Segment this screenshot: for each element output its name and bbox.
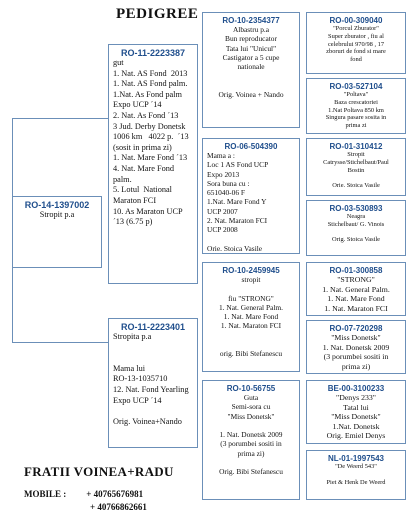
pedigree-line: Albastru p.a — [232, 25, 270, 34]
sire-lines — [113, 58, 193, 228]
pedigree-line: Expo UCP ´14 — [113, 395, 162, 405]
pedigree-line: 3 Jud. Derby Donetsk — [113, 121, 186, 131]
gen3-6-lines — [311, 393, 401, 441]
pedigree-line: 1.Nat. Donetsk — [332, 421, 380, 431]
pedigree-line: Mama lui — [113, 363, 146, 373]
gen2-0-id: RO-10-2354377 — [222, 16, 280, 25]
phone-1[interactable]: + 40765676981 — [86, 489, 144, 499]
subject-lines — [17, 210, 97, 221]
pedigree-line: 5. Lotul National — [113, 185, 172, 195]
pedigree-line: Orie. Stoica Vasile — [332, 182, 380, 190]
granddam-paternal-box[interactable] — [202, 138, 300, 254]
pedigree-line: Castigator a 5 cupe — [222, 52, 280, 62]
pedigree-line: Orig. Emiel Denys — [326, 431, 386, 440]
dam-lines — [113, 332, 193, 427]
pedigree-line — [207, 284, 295, 293]
page-title: PEDIGREE — [116, 6, 199, 22]
pedigree-line — [207, 340, 295, 349]
gen3-box-2[interactable] — [306, 138, 406, 196]
phone-2[interactable]: + 40766862661 — [90, 502, 147, 512]
pedigree-line: Expo UCP ´14 — [113, 100, 162, 110]
pedigree-line: 2. Nat. Maraton FCI — [207, 215, 268, 225]
pedigree-line — [113, 406, 193, 417]
gen2-2-id: RO-10-2459945 — [222, 266, 280, 275]
pedigree-line: Tata lui "Unicul" — [225, 43, 277, 53]
pedigree-line: 1.Nat. Mare Fond Y — [207, 197, 267, 207]
pedigree-line: Piet & Henk De Weerd — [326, 478, 386, 486]
pedigree-line: 1. Nat. Donetsk 2009 — [322, 342, 390, 352]
pedigree-line: 1. Nat. General Palm. — [322, 284, 390, 294]
pedigree-line: Semi-sora cu — [231, 402, 271, 412]
pedigree-line: prima zi) — [237, 448, 265, 458]
owner-name: FRATII VOINEA+RADU — [24, 464, 174, 479]
pedigree-line: zboruri de fond si mare — [326, 48, 386, 56]
pedigree-line: Stropit — [347, 151, 365, 158]
contact-block — [24, 489, 147, 515]
pedigree-line — [113, 343, 193, 354]
gen3-3-lines — [311, 213, 401, 244]
pedigree-line: RO-13-1035710 — [113, 374, 168, 384]
pedigree-line: prima zi) — [341, 361, 371, 371]
gen3-4-lines — [311, 275, 401, 313]
gen3-2-lines — [311, 151, 401, 190]
gen3-2-id: RO-01-310412 — [329, 142, 383, 151]
pedigree-line — [207, 234, 295, 243]
pedigree-line — [207, 458, 295, 467]
pedigree-line: 1.Nat Poltava 850 km — [328, 106, 384, 114]
pedigree-line: "Porcul Zburator" — [333, 25, 379, 32]
pedigree-line: 1. Nat. Mare Fond ´13 — [113, 153, 188, 163]
pedigree-line: Orig. Bibi Stefanescu — [219, 467, 283, 476]
gen3-box-6[interactable] — [306, 380, 406, 444]
gen3-7-id: NL-01-1997543 — [327, 454, 385, 463]
pedigree-line: "Miss Donetsk" — [331, 333, 381, 342]
pedigree-line: 1. Nat. Mare Fond — [223, 312, 279, 321]
pedigree-line: stropit — [241, 275, 261, 284]
pedigree-line: Tatal lui — [343, 402, 369, 412]
pedigree-line: Stropita p.a — [113, 332, 152, 341]
pedigree-line: Orig. Stoica Vasile — [332, 236, 380, 244]
pedigree-line — [207, 71, 295, 80]
gen3-3-id: RO-03-530893 — [329, 204, 383, 213]
pedigree-line: Singura pasare sosita in — [325, 114, 387, 122]
granddam-maternal-box[interactable] — [202, 380, 300, 500]
sire-id: RO-11-2223387 — [120, 48, 186, 58]
gen3-5-lines — [311, 333, 401, 371]
pedigree-line: 1. Nat. Maraton FCI — [324, 303, 388, 313]
gen2-1-lines — [207, 151, 295, 253]
pedigree-line — [311, 174, 401, 182]
pedigree-line: Catrysse/Stichelbaut/Paul — [323, 158, 389, 166]
pedigree-line: Bostin — [347, 166, 365, 174]
pedigree-line: 1. Nat. Donetsk 2009 — [219, 430, 283, 439]
pedigree-line — [207, 421, 295, 430]
pedigree-line: 4. Nat. Mare Fond — [113, 164, 175, 174]
gen3-6-id: BE-00-3100233 — [327, 384, 385, 393]
pedigree-line: fond — [350, 56, 362, 64]
pedigree-line: 12. Nat. Fond Yearling — [113, 385, 189, 395]
pedigree-line: Neagra — [346, 213, 366, 220]
pedigree-line: 10. As Maraton UCP — [113, 206, 183, 216]
pedigree-line: 2. Nat. As Fond ´13 — [113, 111, 179, 121]
pedigree-line: Guta — [243, 393, 259, 402]
pedigree-line: Stichelbaut/ G. Vinois — [327, 220, 385, 228]
pedigree-line: gut — [113, 58, 124, 67]
pedigree-line: Loc 1 AS Fond UCP — [207, 160, 269, 170]
gen3-4-id: RO-01-300858 — [329, 266, 383, 275]
grandsire-paternal-box[interactable] — [202, 12, 300, 128]
pedigree-line: 1. Nat. Maraton FCI — [220, 321, 282, 331]
pedigree-line: 1006 km 4022 p. ´13 — [113, 132, 189, 142]
pedigree-line: prima zi — [345, 122, 367, 130]
pedigree-line: Stropit p.a — [39, 210, 75, 219]
pedigree-line: 1. Nat. AS Fond palm. — [113, 79, 188, 89]
pedigree-line — [311, 229, 401, 237]
pedigree-line: orig. Bibi Stefanescu — [219, 349, 283, 358]
gen3-0-lines — [311, 25, 401, 64]
pedigree-line — [207, 331, 295, 340]
gen2-3-id: RO-10-56755 — [226, 384, 276, 393]
pedigree-line: nationale — [237, 62, 265, 71]
pedigree-line: Mama a : — [207, 151, 235, 160]
pedigree-line: (sosit in prima zi) — [113, 142, 172, 152]
pedigree-line: celebrului 970/98 , 17 — [327, 40, 385, 48]
pedigree-line: palm. — [113, 174, 132, 184]
pedigree-line: "Denys 233" — [336, 393, 376, 402]
gen3-box-1[interactable] — [306, 78, 406, 134]
pedigree-line: Orie. Stoica Vasile — [207, 243, 263, 253]
pedigree-line: 1. Nat. AS Fond 2013 — [113, 68, 188, 78]
pedigree-line: Orig. Voinea+Nando — [113, 416, 182, 426]
gen3-box-4[interactable] — [306, 262, 406, 316]
pedigree-line: Expo 2013 — [207, 169, 240, 179]
gen3-1-lines — [311, 91, 401, 130]
pedigree-line — [113, 353, 193, 364]
pedigree-line: UCP 2008 — [207, 225, 238, 234]
pedigree-line: Super zburator , fiu al — [328, 32, 384, 40]
pedigree-line: (3 porumbei sositi in — [323, 352, 389, 361]
pedigree-line: UCP 2007 — [207, 206, 238, 216]
pedigree-line: "Poltava" — [343, 91, 369, 98]
pedigree-line: "Miss Donetsk" — [227, 411, 275, 421]
pedigree-line: "STRONG" — [337, 275, 375, 284]
pedigree-line — [207, 81, 295, 90]
gen2-0-lines — [207, 25, 295, 99]
pedigree-line: "De Weerd 543" — [335, 463, 377, 470]
dam-box[interactable] — [108, 318, 198, 448]
pedigree-line: Sora buna cu : — [207, 178, 250, 188]
pedigree-line — [311, 471, 401, 479]
pedigree-line: 1. Nat. General Palm. — [218, 302, 284, 312]
grandsire-maternal-box[interactable] — [202, 262, 300, 372]
subject-id: RO-14-1397002 — [24, 200, 90, 210]
pedigree-line: fiu "STRONG" — [228, 293, 274, 303]
gen3-5-id: RO-07-720298 — [329, 324, 383, 333]
pedigree-line: (3 porumbei sositi in — [220, 439, 282, 449]
gen2-1-id: RO-06-504390 — [224, 142, 278, 151]
pedigree-line: Orig. Voinea + Nando — [218, 89, 284, 99]
gen3-0-id: RO-00-309040 — [329, 16, 383, 25]
gen3-7-lines — [311, 463, 401, 486]
subject-box[interactable] — [12, 196, 102, 268]
pedigree-line: 1. Nat. Mare Fond — [327, 294, 385, 303]
gen3-box-7[interactable] — [306, 450, 406, 500]
gen3-box-5[interactable] — [306, 320, 406, 374]
pedigree-line: Bun reproducator — [225, 34, 277, 44]
gen3-box-3[interactable] — [306, 200, 406, 256]
dam-id: RO-11-2223401 — [120, 322, 186, 332]
pedigree-line: "Miss Donetsk" — [331, 412, 381, 421]
pedigree-line: Maraton FCI — [113, 195, 157, 205]
pedigree-line: 1.Nat. As Fond palm — [113, 89, 182, 99]
gen2-3-lines — [207, 393, 295, 476]
gen2-2-lines — [207, 275, 295, 358]
gen3-1-id: RO-03-527104 — [329, 82, 383, 91]
sire-box[interactable] — [108, 44, 198, 284]
mobile-label: MOBILE : — [24, 489, 67, 499]
gen3-box-0[interactable] — [306, 12, 406, 74]
pedigree-line: ´13 (6.75 p) — [113, 217, 153, 227]
pedigree-line: 651040-06 F — [207, 188, 245, 197]
pedigree-line: Baza crescatoriei — [334, 98, 378, 106]
